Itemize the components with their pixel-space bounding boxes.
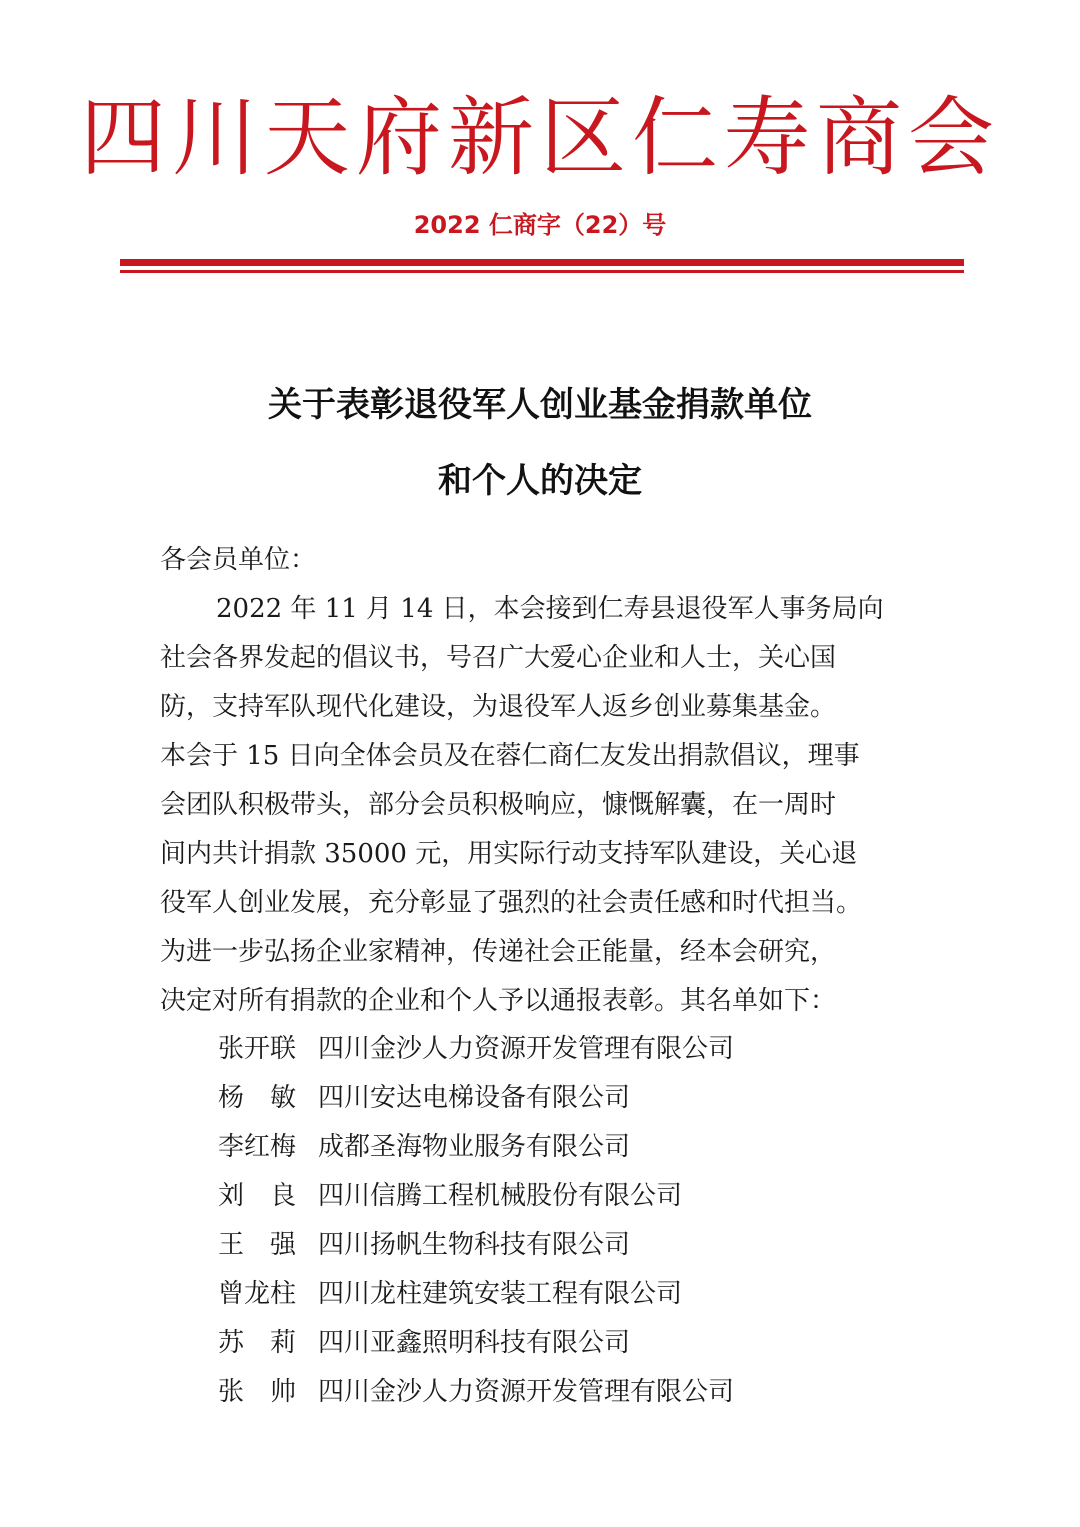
donor-company: 四川金沙人力资源开发管理有限公司 (318, 1034, 735, 1064)
list-item (218, 1319, 938, 1368)
list-item (218, 1172, 938, 1221)
donor-name: 杨 敏 (218, 1083, 297, 1113)
header-divider-thin (120, 270, 964, 273)
paragraph-line: 为进一步弘扬企业家精神，传递社会正能量，经本会研究， (160, 937, 837, 967)
paragraph-line: 间内共计捐款 35000 元，用实际行动支持军队建设，关心退 (160, 839, 858, 869)
list-item (218, 1025, 938, 1074)
list-item (218, 1368, 938, 1417)
paragraph-line: 本会于 15 日向全体会员及在蓉仁商仁友发出捐款倡议，理事 (160, 741, 860, 771)
donor-name: 曾龙柱 (218, 1279, 297, 1309)
donor-name: 刘 良 (218, 1181, 297, 1211)
donor-company: 四川信腾工程机械股份有限公司 (318, 1181, 683, 1211)
salutation: 各会员单位： (160, 545, 317, 575)
donor-company: 四川龙柱建筑安装工程有限公司 (318, 1279, 683, 1309)
donor-company: 四川扬帆生物科技有限公司 (318, 1230, 631, 1260)
paragraph-line: 2022 年 11 月 14 日，本会接到仁寿县退役军人事务局向 (216, 594, 884, 624)
donor-name: 张开联 (218, 1034, 297, 1064)
list-item (218, 1074, 938, 1123)
list-item (218, 1270, 938, 1319)
donor-name: 李红梅 (218, 1132, 297, 1162)
organization-header: 四川天府新区仁寿商会 (80, 88, 1000, 188)
donor-company: 四川安达电梯设备有限公司 (318, 1083, 631, 1113)
paragraph-line: 决定对所有捐款的企业和个人予以通报表彰。其名单如下： (160, 986, 837, 1016)
paragraph-line: 会团队积极带头，部分会员积极响应，慷慨解囊，在一周时 (160, 790, 837, 820)
paragraph-line: 役军人创业发展，充分彰显了强烈的社会责任感和时代担当。 (160, 888, 863, 918)
donor-name: 苏 莉 (218, 1328, 297, 1358)
document-title-line-2: 和个人的决定 (438, 461, 642, 501)
donor-name: 王 强 (218, 1230, 297, 1260)
document-number: 2022 仁商字（22）号 (413, 211, 667, 239)
donor-company: 成都圣海物业服务有限公司 (318, 1132, 631, 1162)
header-divider-thick (120, 259, 964, 266)
list-item (218, 1123, 938, 1172)
list-item (218, 1221, 938, 1270)
donor-name: 张 帅 (218, 1377, 297, 1407)
paragraph-line: 社会各界发起的倡议书，号召广大爱心企业和人士，关心国 (160, 643, 837, 673)
paragraph-line: 防，支持军队现代化建设，为退役军人返乡创业募集基金。 (160, 692, 837, 722)
body-paragraph (160, 585, 940, 1026)
donor-company: 四川金沙人力资源开发管理有限公司 (318, 1377, 735, 1407)
document-title-line-1: 关于表彰退役军人创业基金捐款单位 (268, 385, 812, 425)
donor-company: 四川亚鑫照明科技有限公司 (318, 1328, 631, 1358)
donor-list (218, 1025, 938, 1417)
